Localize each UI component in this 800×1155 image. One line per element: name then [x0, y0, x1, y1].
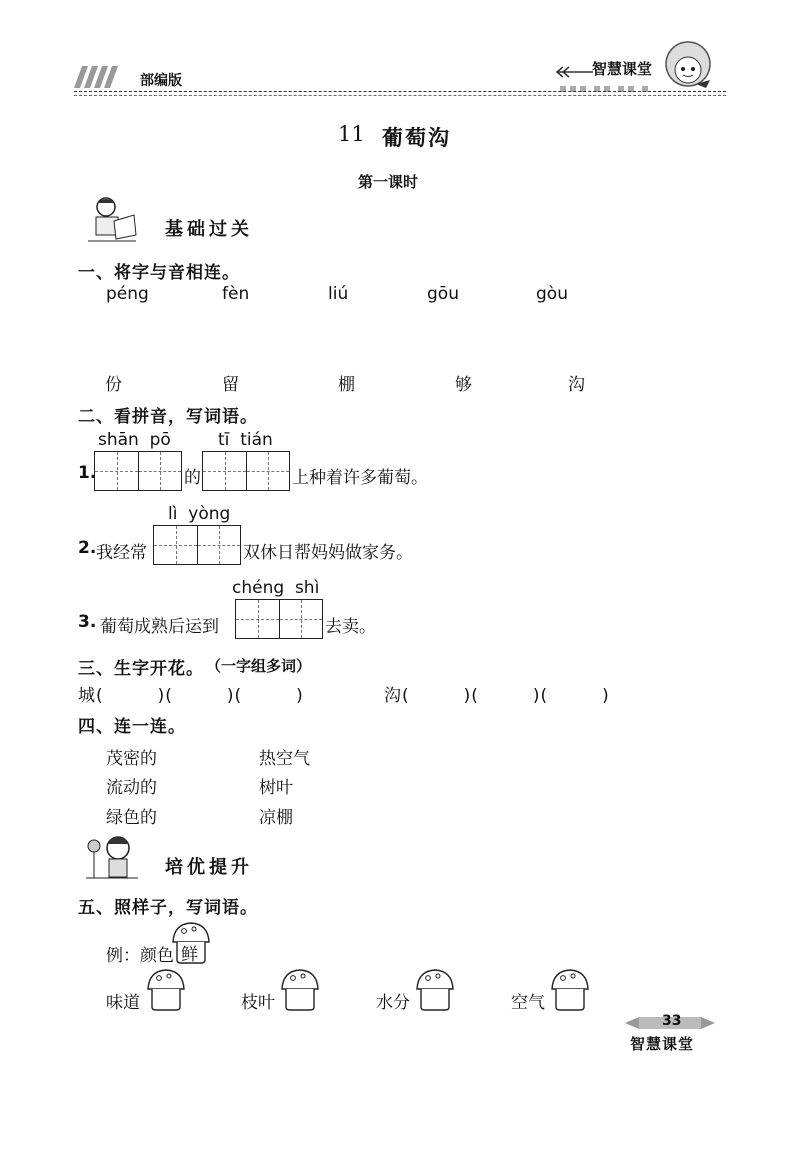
header-brand: 智慧课堂 [592, 60, 653, 78]
q3-note: （一字组多词） [206, 657, 312, 675]
q1-pinyin-4: gōu [427, 284, 459, 304]
header-divider-2 [74, 95, 726, 96]
q1-char-3: 棚 [338, 375, 355, 395]
q4-right-2[interactable]: 树叶 [259, 778, 293, 798]
boy-reading-icon [84, 195, 140, 251]
q5-item-2-mushroom-box[interactable] [279, 967, 321, 1011]
q2-1-writing-grid-a[interactable] [94, 451, 182, 491]
footer-brand: 智慧课堂 [630, 1035, 695, 1053]
q5-heading: 五、照样子，写词语。 [78, 898, 258, 918]
page-number: 33 [662, 1013, 682, 1029]
q2-1-pinyin-a: shān pō [98, 430, 171, 450]
girl-mascot-icon [662, 40, 720, 96]
lesson-number: 11 [338, 122, 365, 146]
q1-pinyin-3: liú [328, 284, 349, 304]
q4-left-1[interactable]: 茂密的 [106, 749, 157, 769]
section-basic-title: 基础过关 [165, 219, 253, 240]
q2-3-pre-text: 葡萄成熟后运到 [100, 617, 219, 637]
q1-char-4: 够 [455, 375, 472, 395]
q3-row-left[interactable]: 城( )( )( ) [78, 686, 304, 706]
q2-2-pinyin: lì yòng [168, 504, 231, 524]
header-divider [74, 91, 726, 92]
q5-item-3-label: 水分 [376, 993, 410, 1013]
q4-left-3[interactable]: 绿色的 [106, 808, 157, 828]
q2-2-tail-text: 双休日帮妈妈做家务。 [243, 543, 413, 563]
q1-pinyin-1: péng [106, 284, 149, 304]
edition-label: 部编版 [140, 73, 182, 89]
girl-flower-icon [82, 832, 142, 886]
q2-1-mid-text: 的 [184, 468, 201, 488]
section-advanced-title: 培优提升 [165, 857, 253, 878]
q2-3-writing-grid[interactable] [235, 599, 323, 639]
q4-right-3[interactable]: 凉棚 [259, 808, 293, 828]
q2-1-pinyin-b: tī tián [218, 430, 273, 450]
q2-2-number: 2. [78, 538, 97, 558]
q1-char-1: 份 [105, 375, 122, 395]
lesson-subtitle: 第一课时 [358, 173, 419, 191]
q5-item-1-mushroom-box[interactable] [145, 967, 187, 1011]
q1-heading: 一、将字与音相连。 [78, 263, 240, 283]
q1-char-5: 沟 [568, 375, 585, 395]
q5-item-1-label: 味道 [106, 993, 140, 1013]
q5-item-3-mushroom-box[interactable] [414, 967, 456, 1011]
q2-1-writing-grid-b[interactable] [202, 451, 290, 491]
q1-pinyin-2: fèn [222, 284, 250, 304]
q2-3-pinyin: chéng shì [232, 578, 320, 598]
q5-item-2-label: 枝叶 [241, 993, 275, 1013]
q2-2-writing-grid[interactable] [153, 525, 241, 565]
q1-char-2: 留 [222, 375, 239, 395]
q2-2-pre-text: 我经常 [96, 543, 147, 563]
q5-example-label: 例：颜色 [106, 946, 174, 966]
q2-3-tail-text: 去卖。 [325, 617, 376, 637]
header-dots [560, 78, 660, 86]
header-stripes [74, 66, 124, 88]
lesson-title: 葡萄沟 [382, 126, 451, 150]
q4-left-2[interactable]: 流动的 [106, 778, 157, 798]
q2-3-number: 3. [78, 612, 97, 632]
q2-1-tail-text: 上种着许多葡萄。 [292, 468, 428, 488]
q4-heading: 四、连一连。 [78, 717, 186, 737]
q2-1-number: 1. [78, 463, 97, 483]
q1-pinyin-5: gòu [536, 284, 568, 304]
q3-heading: 三、生字开花。 [78, 659, 204, 679]
q5-item-4-label: 空气 [511, 993, 545, 1013]
q4-right-1[interactable]: 热空气 [259, 749, 310, 769]
q3-row-right[interactable]: 沟( )( )( ) [384, 686, 610, 706]
q5-example-answer: 鲜 [181, 945, 198, 965]
q5-item-4-mushroom-box[interactable] [549, 967, 591, 1011]
q2-heading: 二、看拼音，写词语。 [78, 407, 258, 427]
